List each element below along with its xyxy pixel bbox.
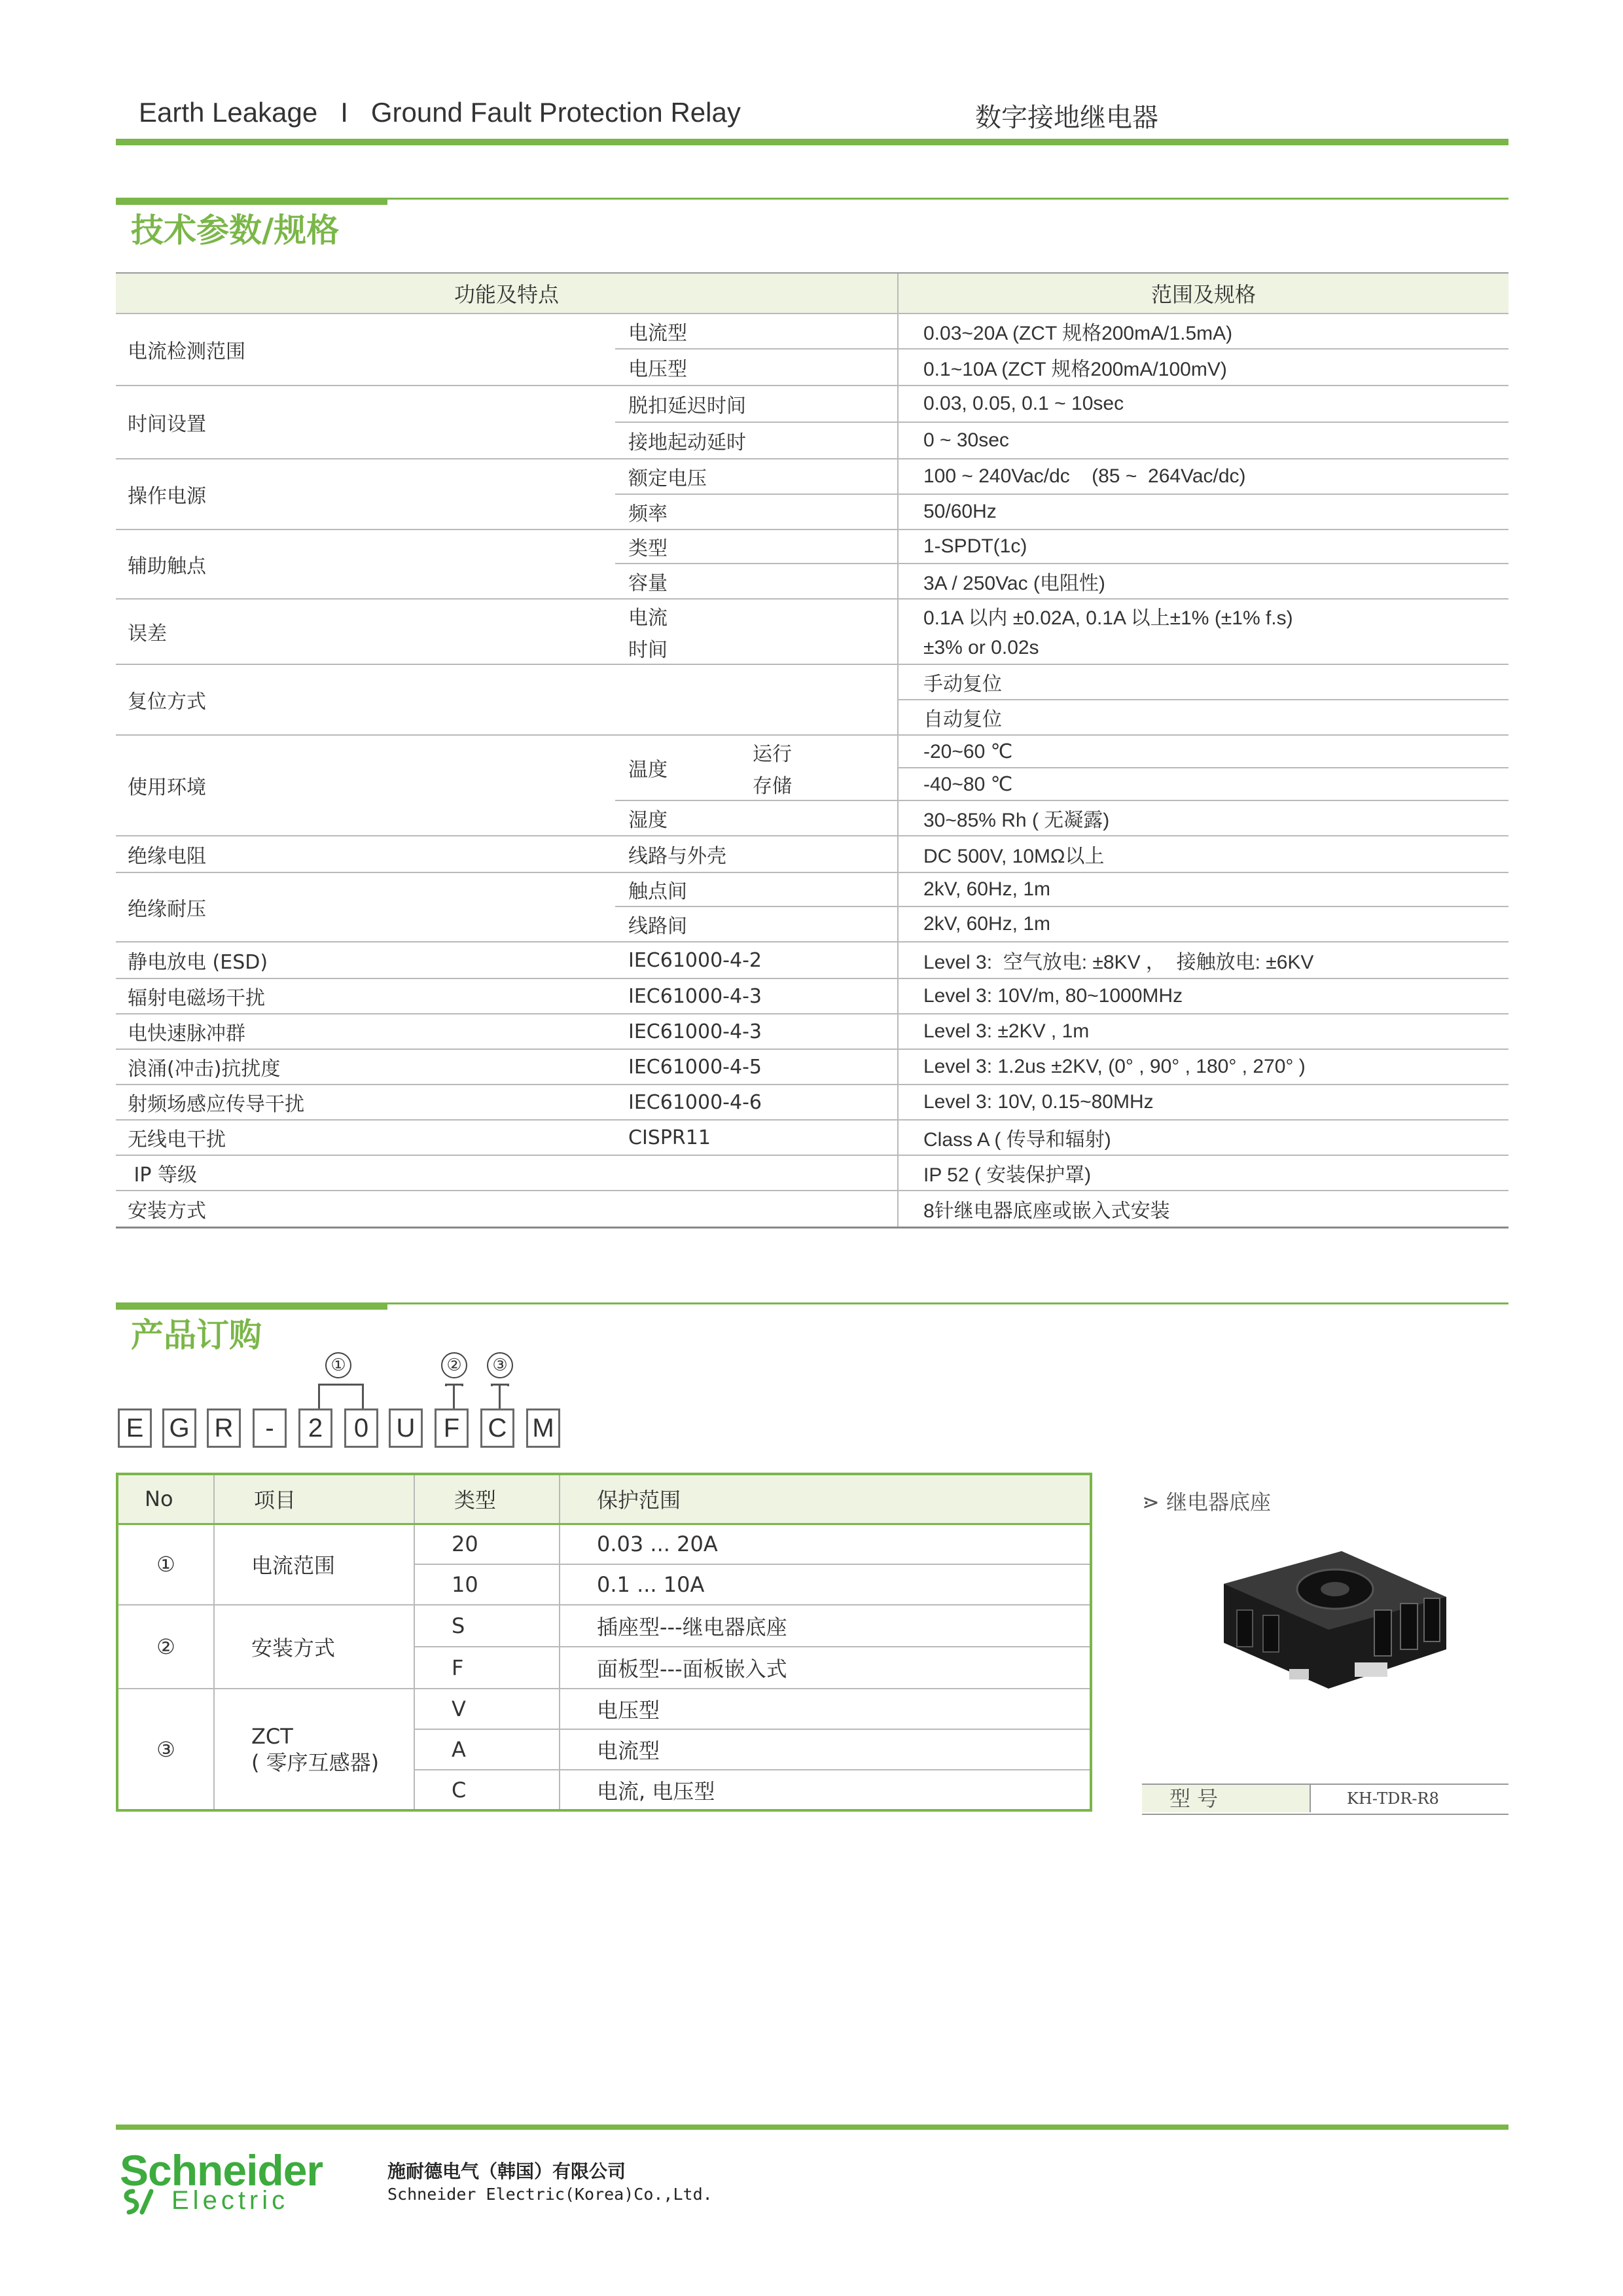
spec-value: Level 3: ±2KV , 1m	[898, 1014, 1508, 1049]
relay-model-key: 型 号	[1142, 1785, 1311, 1812]
order-no: ③	[117, 1689, 214, 1810]
spec-value: 100 ~ 240Vac/dc (85 ~ 264Vac/dc)	[898, 459, 1508, 494]
spec-sub: 类型	[615, 529, 898, 564]
spec-value: -40~80 ℃	[898, 768, 1508, 800]
spec-sub: IEC61000-4-2	[615, 942, 898, 978]
spec-category: 时间设置	[116, 386, 615, 459]
spec-sub: 接地起动延时	[615, 422, 898, 459]
document-title-cn: 数字接地继电器	[975, 103, 1158, 133]
company-name-en: Schneider Electric(Korea)Co.,Ltd.	[387, 2185, 713, 2204]
spec-sub: 线路与外壳	[615, 836, 898, 872]
order-type: C	[414, 1770, 560, 1810]
spec-sub: IEC61000-4-3	[615, 978, 898, 1014]
order-item: 电流范围	[214, 1524, 414, 1605]
spec-value: 0.03~20A (ZCT 规格200mA/1.5mA)	[898, 314, 1508, 349]
spec-value: DC 500V, 10MΩ以上	[898, 836, 1508, 872]
spec-sub: 电压型	[615, 349, 898, 386]
marker-1: ①	[325, 1352, 351, 1378]
relay-base-image	[1211, 1538, 1459, 1702]
spec-sub: IEC61000-4-3	[615, 1014, 898, 1049]
spec-sub: 脱扣延迟时间	[615, 386, 898, 422]
spec-value: Level 3: 空气放电: ±8KV ， 接触放电: ±6KV	[898, 942, 1508, 978]
code-char-box: C	[480, 1408, 514, 1448]
spec-value: -20~60 ℃	[898, 735, 1508, 768]
order-no: ①	[117, 1524, 214, 1605]
order-item-line2: ( 零序互感器)	[251, 1749, 380, 1775]
company-name-cn: 施耐德电气（韩国）有限公司	[387, 2161, 626, 2182]
spec-sub2: 运行	[753, 742, 792, 766]
spec-sub2: 存储	[733, 768, 898, 800]
spec-category: 使用环境	[116, 735, 615, 836]
spec-category: 绝缘耐压	[116, 872, 615, 942]
order-range: 0.1 ... 10A	[560, 1564, 1091, 1605]
code-char-box: 0	[344, 1408, 378, 1448]
code-char-box: U	[389, 1408, 423, 1448]
spec-table	[116, 272, 1508, 1229]
order-header-no: No	[117, 1474, 214, 1524]
spec-sub: 电流型	[615, 314, 898, 349]
spec-category: 射频场感应传导干扰	[116, 1085, 615, 1120]
spec-value: 30~85% Rh ( 无凝露)	[898, 800, 1508, 836]
marker-2-tick	[453, 1384, 455, 1408]
order-range: 电压型	[560, 1689, 1091, 1729]
spec-sub: 湿度	[615, 800, 898, 836]
order-item: 安装方式	[214, 1605, 414, 1689]
code-char-box: F	[435, 1408, 469, 1448]
order-item-line1: ZCT	[251, 1723, 293, 1749]
spec-sub: 温度	[615, 735, 733, 800]
order-no: ②	[117, 1605, 214, 1689]
spec-value: Class A ( 传导和辐射)	[898, 1120, 1508, 1155]
spec-value: IP 52 ( 安装保护罩)	[898, 1155, 1508, 1191]
spec-section-title: 技术参数/规格	[131, 211, 340, 249]
spec-category: IP 等级	[116, 1155, 898, 1191]
spec-sub: CISPR11	[615, 1120, 898, 1155]
spec-value: 2kV, 60Hz, 1m	[898, 906, 1508, 942]
spec-value: Level 3: 1.2us ±2KV, (0° , 90° , 180° , 270° )	[898, 1049, 1508, 1085]
spec-category: 辅助触点	[116, 529, 615, 599]
spec-sub: 时间	[615, 632, 898, 664]
spec-category: 电快速脉冲群	[116, 1014, 615, 1049]
spec-sub: 线路间	[615, 906, 898, 942]
spec-sub: 频率	[615, 494, 898, 529]
relay-base-label: ⋗ 继电器底座	[1142, 1490, 1271, 1515]
spec-value: 0.1~10A (ZCT 规格200mA/100mV)	[898, 349, 1508, 386]
spec-value: 1-SPDT(1c)	[898, 529, 1508, 564]
order-type: A	[414, 1729, 560, 1770]
marker-3: ③	[487, 1352, 513, 1378]
order-range: 0.03 ... 20A	[560, 1524, 1091, 1564]
logo-mark-icon	[120, 2187, 163, 2216]
spec-sub: 触点间	[615, 872, 898, 906]
spec-category: 静电放电 (ESD)	[116, 942, 615, 978]
order-header-range: 保护范围	[560, 1474, 1091, 1524]
spec-value: 自动复位	[898, 700, 1508, 735]
code-char-box: 2	[298, 1408, 332, 1448]
code-char-box: E	[118, 1408, 152, 1448]
order-header-type: 类型	[414, 1474, 560, 1524]
code-char-box: M	[526, 1408, 560, 1448]
spec-value: 0.1A 以内 ±0.02A, 0.1A 以上±1% (±1% f.s)	[898, 599, 1508, 632]
order-table	[116, 1473, 1092, 1812]
spec-header-features: 功能及特点	[116, 273, 898, 314]
spec-sub: IEC61000-4-6	[615, 1085, 898, 1120]
order-range: 电流, 电压型	[560, 1770, 1091, 1810]
spec-value: 0.03, 0.05, 0.1 ~ 10sec	[898, 386, 1508, 422]
order-type: F	[414, 1647, 560, 1689]
code-char-box: G	[162, 1408, 196, 1448]
spec-value: 3A / 250Vac (电阻性)	[898, 564, 1508, 599]
spec-value: ±3% or 0.02s	[898, 632, 1508, 664]
spec-category: 安装方式	[116, 1191, 898, 1227]
spec-value: 8针继电器底座或嵌入式安装	[898, 1191, 1508, 1227]
order-range: 插座型---继电器底座	[560, 1605, 1091, 1647]
spec-sub: 容量	[615, 564, 898, 599]
order-header-item: 项目	[214, 1474, 414, 1524]
spec-value: Level 3: 10V/m, 80~1000MHz	[898, 978, 1508, 1014]
spec-category: 无线电干扰	[116, 1120, 615, 1155]
spec-category: 误差	[116, 599, 615, 664]
spec-value: 50/60Hz	[898, 494, 1508, 529]
header-divider	[116, 139, 1508, 145]
spec-value: Level 3: 10V, 0.15~80MHz	[898, 1085, 1508, 1120]
order-range: 面板型---面板嵌入式	[560, 1647, 1091, 1689]
spec-category: 绝缘电阻	[116, 836, 615, 872]
spec-category: 电流检测范围	[116, 314, 615, 386]
marker-2: ②	[441, 1352, 467, 1378]
code-char-box: R	[207, 1408, 241, 1448]
spec-category: 操作电源	[116, 459, 615, 529]
spec-category: 浪涌(冲击)抗扰度	[116, 1049, 615, 1085]
logo-schneider: Schneider	[120, 2146, 323, 2195]
spec-value: 2kV, 60Hz, 1m	[898, 872, 1508, 906]
spec-category: 辐射电磁场干扰	[116, 978, 615, 1014]
spec-category: 复位方式	[116, 664, 898, 735]
order-type: S	[414, 1605, 560, 1647]
spec-value: 手动复位	[898, 664, 1508, 700]
marker-1-bracket	[318, 1384, 364, 1408]
footer-divider	[116, 2125, 1508, 2130]
spec-sub: 电流	[628, 606, 668, 630]
order-type: 20	[414, 1524, 560, 1564]
document-title: Earth Leakage I Ground Fault Protection Relay	[139, 97, 741, 128]
code-char-box: -	[253, 1408, 287, 1448]
spec-value: 0 ~ 30sec	[898, 422, 1508, 459]
order-section-title: 产品订购	[131, 1316, 262, 1354]
marker-3-tick	[499, 1384, 501, 1408]
order-type: V	[414, 1689, 560, 1729]
order-item	[214, 1689, 414, 1810]
order-range: 电流型	[560, 1729, 1091, 1770]
relay-model-value: KH-TDR-R8	[1347, 1789, 1439, 1808]
spec-header-range: 范围及规格	[898, 273, 1508, 314]
order-type: 10	[414, 1564, 560, 1605]
spec-sub: IEC61000-4-5	[615, 1049, 898, 1085]
spec-sub: 额定电压	[615, 459, 898, 494]
logo-electric: Electric	[171, 2186, 289, 2215]
